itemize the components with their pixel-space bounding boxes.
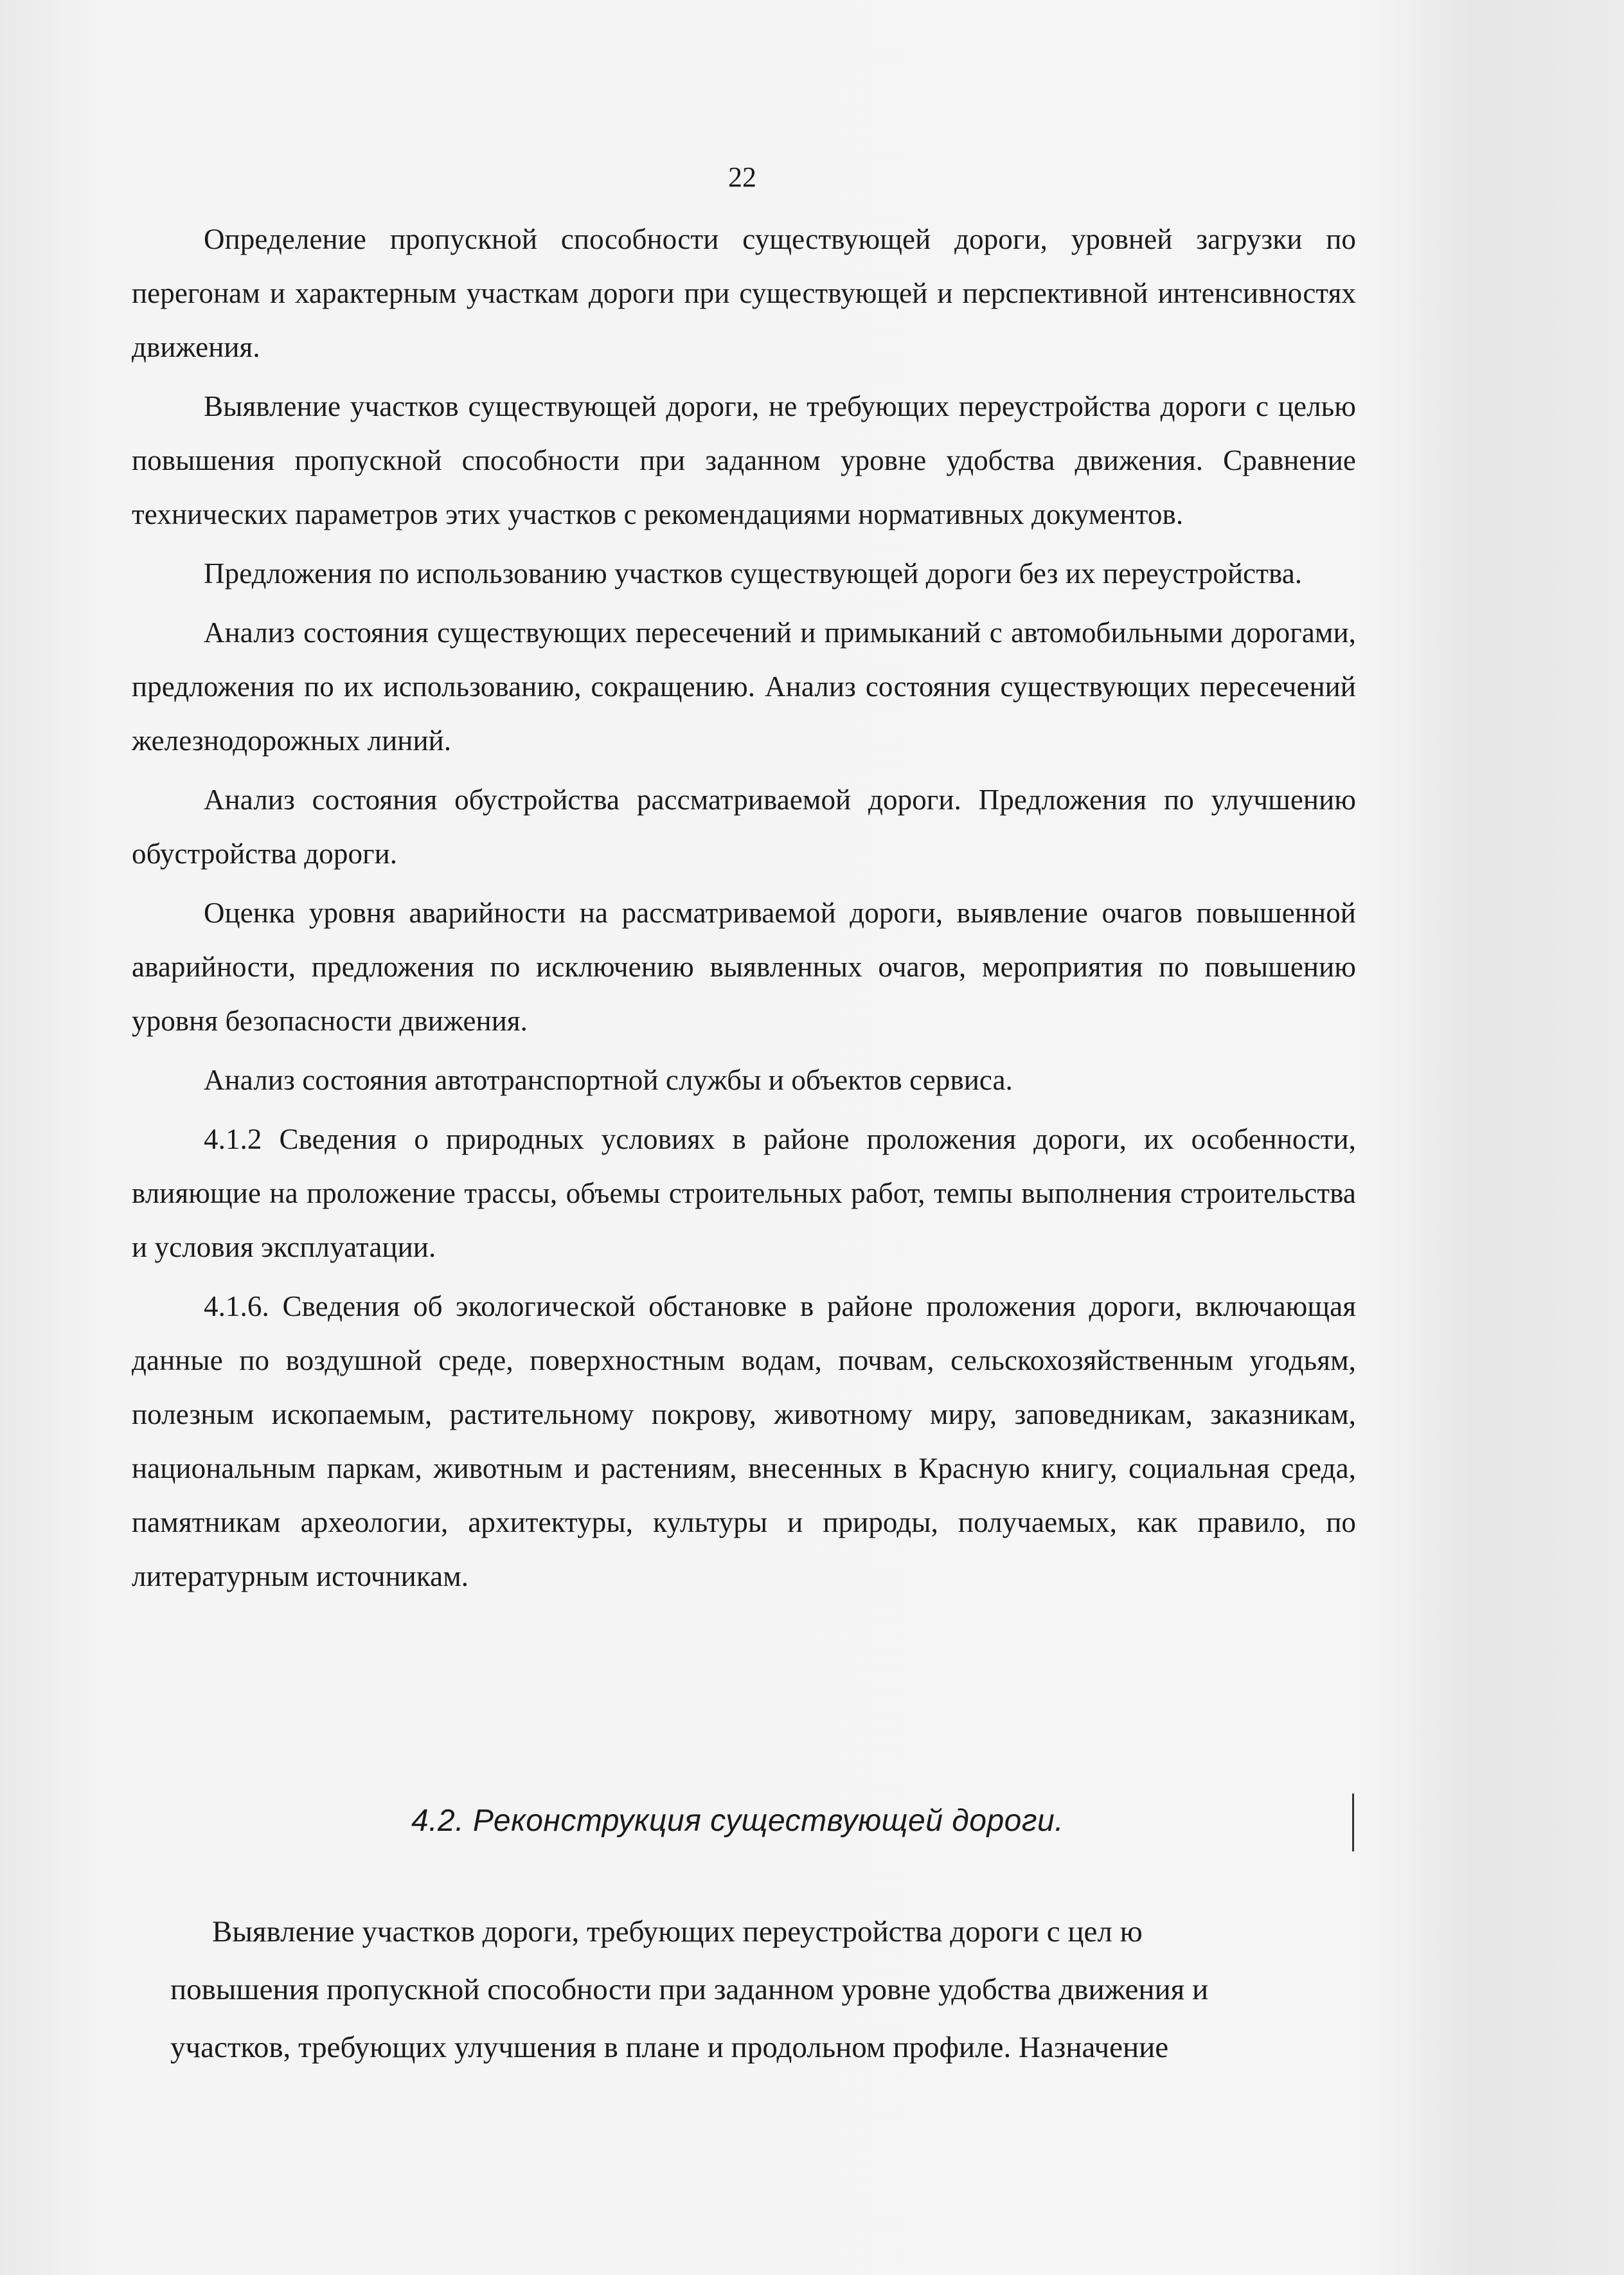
paragraph: Анализ состояния обустройства рассматриваемой дороги. Предложения по улучшению обустройства дороги.: [132, 784, 1356, 870]
text-line: участков, требующих улучшения в плане и продольном профиле. Назначение: [170, 2031, 1169, 2064]
section-heading: 4.2. Реконструкция существующей дороги.: [411, 1804, 1064, 1838]
paragraph: Определение пропускной способности существующей дороги, уровней загрузки по перегонам и характерным участкам дороги при существующей и перспективной интенсивностях движения.: [132, 223, 1356, 363]
text-line: повышения пропускной способности при заданном уровне удобства движения и: [170, 1973, 1209, 2006]
paragraph: Предложения по использованию участков существующей дороги без их переустройства.: [204, 557, 1303, 589]
margin-mark: [1352, 1794, 1354, 1851]
body-text: [132, 212, 1356, 1603]
scan-shadow-strip: [1373, 0, 1624, 2275]
paragraph: Оценка уровня аварийности на рассматриваемой дороги, выявление очагов повышенной аварийности, предложения по исключению выявленных очагов, мероприятия по повышению уровня безопасности движения.: [132, 897, 1356, 1037]
paragraph: 4.1.6. Сведения об экологической обстановке в районе проложения дороги, включающая данные по воздушной среде, поверхностным водам, почвам, сельскохозяйственным угодьям, полезным ископаемым, растительному покрову, животному миру, заповедникам, заказникам, национальным паркам, животным и растениям, внесенных в Красную книгу, социальная среда, памятникам археологии, архитектуры, культуры и природы, получаемых, как правило, по литературным источникам.: [132, 1290, 1356, 1592]
continuation-text: [170, 1903, 1327, 2076]
paragraph: 4.1.2 Сведения о природных условиях в районе проложения дороги, их особенности, влияющие на проложение трассы, объемы строительных работ, темпы выполнения строительства и условия эксплуатации.: [132, 1123, 1356, 1263]
paragraph: Выявление участков существующей дороги, не требующих переустройства дороги с целью повышения пропускной способности при заданном уровне удобства движения. Сравнение технических параметров этих участков с рекомендациями нормативных документов.: [132, 390, 1356, 530]
page-number: 22: [728, 161, 756, 193]
paragraph: Анализ состояния автотранспортной службы и объектов сервиса.: [204, 1064, 1013, 1096]
paragraph: Анализ состояния существующих пересечений и примыканий с автомобильными дорогами, предложения по их использованию, сокращению. Анализ состояния существующих пересечений железнодорожных линий.: [132, 616, 1356, 757]
text-line: Выявление участков дороги, требующих переустройства дороги с цел ю: [212, 1915, 1143, 1948]
